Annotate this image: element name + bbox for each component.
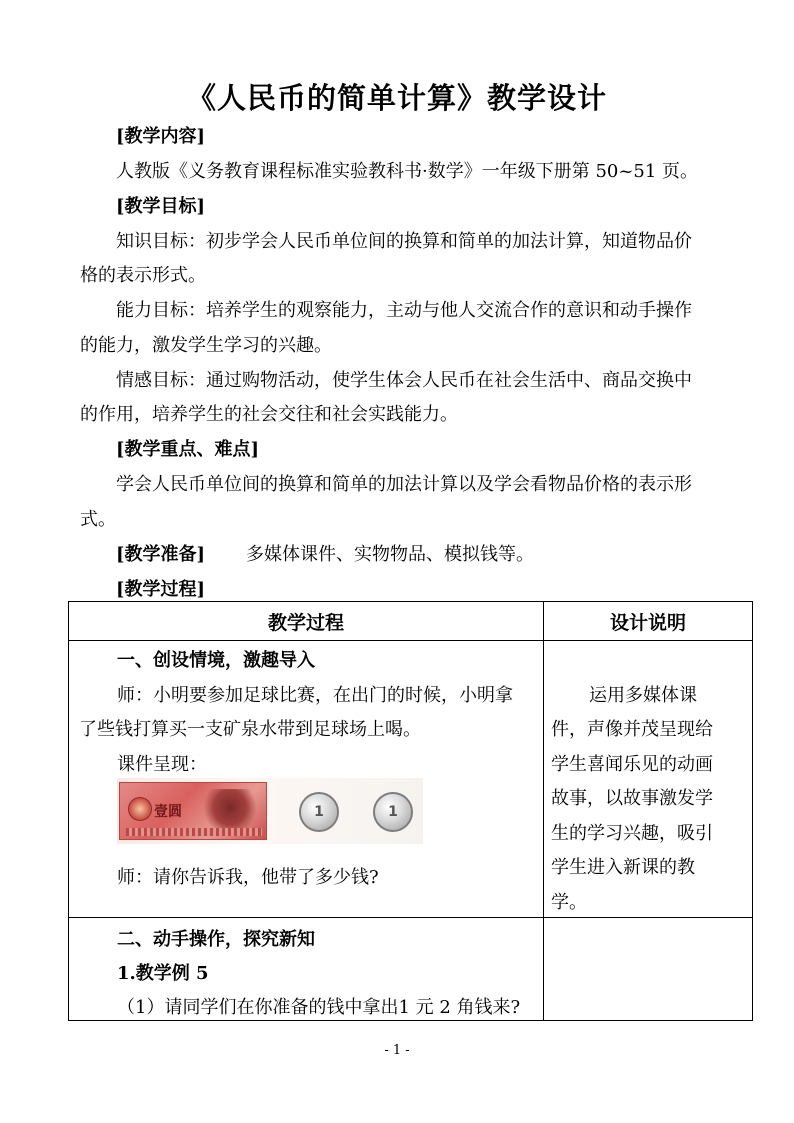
teaching-content-text: 人教版《义务教育课程标准实验教科书·数学》一年级下册第 50~51 页。 bbox=[116, 161, 699, 182]
keypoints-heading: [教学重点、难点] bbox=[116, 439, 260, 460]
money-illustration bbox=[117, 778, 423, 844]
table-header-notes: 设计说明 bbox=[609, 612, 686, 634]
row1-line-4: 师：请你告诉我，他带了多少钱? bbox=[117, 867, 379, 888]
goal-knowledge-line-1: 知识目标：初步学会人民币单位间的换算和简单的加法计算，知道物品价 bbox=[116, 231, 692, 252]
table-header-process: 教学过程 bbox=[267, 612, 344, 634]
goal-emotion-line-1: 情感目标：通过购物活动，使学生体会人民币在社会生活中、商品交换中 bbox=[116, 370, 692, 391]
prep-items: 多媒体课件、实物物品、模拟钱等。 bbox=[246, 544, 534, 565]
coin-icon bbox=[373, 792, 413, 832]
teaching-goals-heading: [教学目标] bbox=[116, 196, 206, 217]
goal-knowledge-line-2: 格的表示形式。 bbox=[80, 265, 206, 286]
keypoints-line-2: 式。 bbox=[80, 509, 116, 530]
prep-heading: [教学准备] bbox=[116, 544, 206, 565]
coin-label: 1 bbox=[388, 804, 398, 820]
design-note-line: 件，声像并茂呈现给 bbox=[551, 719, 713, 740]
coin-label: 1 bbox=[314, 804, 324, 820]
goal-emotion-line-2: 的作用，培养学生的社会交往和社会实践能力。 bbox=[80, 404, 458, 425]
table-column-divider bbox=[543, 602, 544, 1020]
design-note-line: 生的学习兴趣，吸引 bbox=[551, 823, 713, 844]
goal-ability-line-2: 的能力，激发学生学习的兴趣。 bbox=[80, 335, 332, 356]
teaching-process-table bbox=[68, 601, 753, 1021]
row1-line-3: 课件呈现： bbox=[117, 754, 207, 775]
row2-subheading: 1.教学例 5 bbox=[117, 963, 209, 984]
process-heading: [教学过程] bbox=[116, 579, 206, 600]
row1-line-1: 师：小明要参加足球比赛，在出门的时候，小明拿 bbox=[117, 685, 513, 706]
design-note-line: 学生喜闻乐见的动画 bbox=[551, 754, 713, 775]
row2-line-1: （1）请同学们在你准备的钱中拿出1 元 2 角钱来? bbox=[117, 997, 521, 1018]
banknote-pattern bbox=[126, 828, 262, 836]
page-number: - 1 - bbox=[384, 1043, 410, 1058]
row2-heading: 二、动手操作，探究新知 bbox=[117, 929, 315, 950]
coin-icon bbox=[299, 792, 339, 832]
table-header-divider bbox=[69, 640, 752, 641]
emblem-icon bbox=[128, 797, 152, 821]
design-note-line: 运用多媒体课 bbox=[589, 685, 697, 706]
teaching-content-heading: [教学内容] bbox=[116, 126, 206, 147]
row1-line-2: 了些钱打算买一支矿泉水带到足球场上喝。 bbox=[79, 719, 421, 740]
design-note-line: 学生进入新课的教 bbox=[551, 857, 695, 878]
banknote-image bbox=[119, 782, 267, 840]
row1-heading: 一、创设情境，激趣导入 bbox=[117, 650, 315, 671]
table-row-divider bbox=[69, 917, 752, 918]
keypoints-line-1: 学会人民币单位间的换算和简单的加法计算以及学会看物品价格的表示形 bbox=[116, 474, 692, 495]
banknote-label: 壹圆 bbox=[154, 804, 182, 820]
design-note-line: 故事，以故事激发学 bbox=[551, 788, 713, 809]
goal-ability-line-1: 能力目标：培养学生的观察能力，主动与他人交流合作的意识和动手操作 bbox=[116, 300, 692, 321]
design-note-line: 学。 bbox=[551, 892, 587, 913]
page-title: 《人民币的简单计算》教学设计 bbox=[186, 81, 607, 115]
